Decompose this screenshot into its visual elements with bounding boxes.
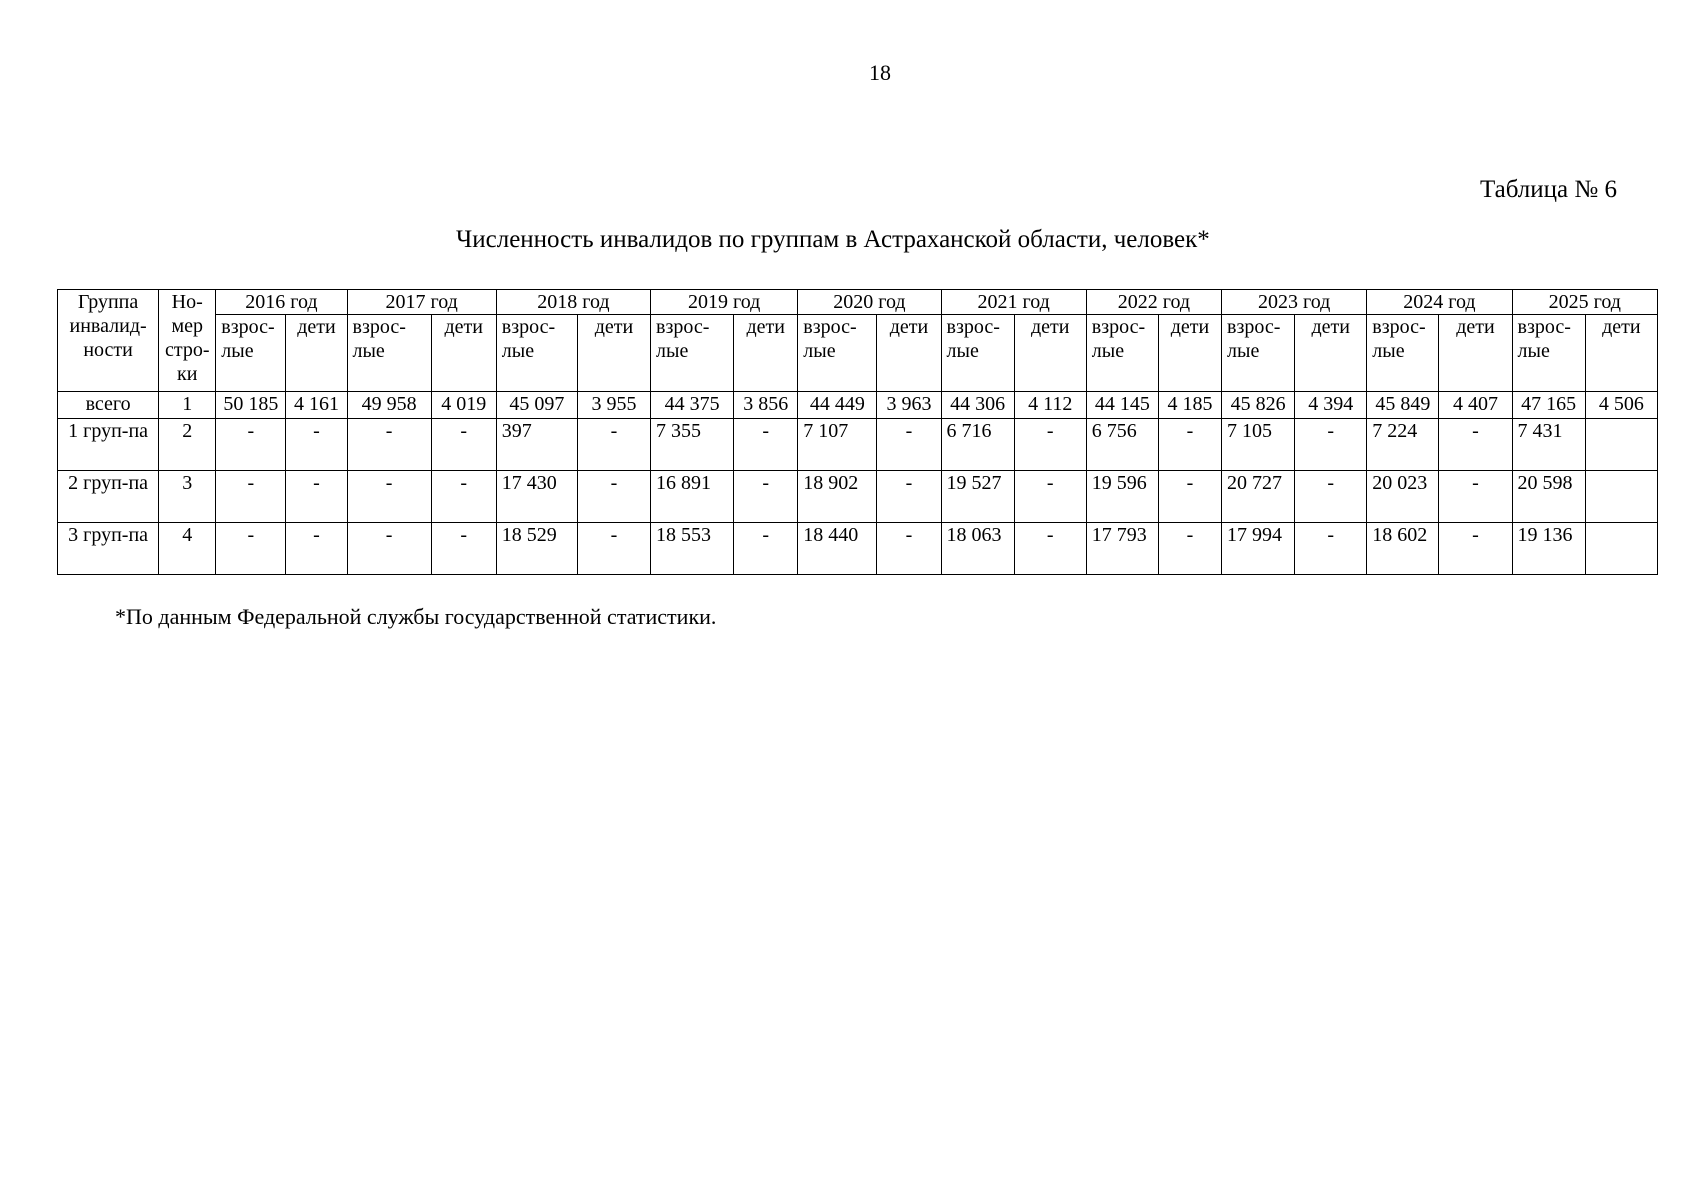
footnote: *По данным Федеральной службы государственной статистики. (115, 604, 717, 629)
cell-children: 3 963 (877, 392, 941, 419)
cell-children: - (1158, 471, 1221, 523)
cell-children: - (286, 523, 347, 575)
cell-children: - (1014, 523, 1086, 575)
cell-adults: 44 375 (651, 392, 734, 419)
cell-adults: 18 440 (798, 523, 877, 575)
cell-adults: 44 145 (1086, 392, 1158, 419)
header-adults: взрос-лые (651, 315, 734, 392)
row-group-name: всего (58, 392, 159, 419)
cell-children: - (1158, 419, 1221, 471)
header-children: дети (1295, 315, 1367, 392)
cell-adults: 44 449 (798, 392, 877, 419)
cell-adults: 16 891 (651, 471, 734, 523)
cell-adults: 397 (496, 419, 577, 471)
cell-children: - (1014, 419, 1086, 471)
cell-adults: 44 306 (941, 392, 1014, 419)
header-children: дети (577, 315, 650, 392)
header-year: 2017 год (347, 290, 496, 315)
cell-adults: 7 107 (798, 419, 877, 471)
cell-adults: 7 224 (1367, 419, 1439, 471)
cell-children: - (1295, 523, 1367, 575)
page-number: 18 (869, 60, 891, 85)
cell-children: - (734, 471, 798, 523)
cell-children: - (877, 523, 941, 575)
header-children: дети (1439, 315, 1512, 392)
cell-children: - (734, 523, 798, 575)
cell-children (1585, 471, 1657, 523)
header-adults: взрос-лые (1222, 315, 1295, 392)
header-adults: взрос-лые (1367, 315, 1439, 392)
cell-adults: 20 727 (1222, 471, 1295, 523)
cell-children: - (431, 471, 496, 523)
cell-children: 4 112 (1014, 392, 1086, 419)
cell-adults: 7 355 (651, 419, 734, 471)
cell-adults: 19 596 (1086, 471, 1158, 523)
header-row-years (58, 290, 1658, 315)
row-number: 1 (159, 392, 216, 419)
cell-adults: 18 063 (941, 523, 1014, 575)
header-row-subcolumns (58, 315, 1658, 392)
cell-adults: 18 529 (496, 523, 577, 575)
cell-adults: 17 793 (1086, 523, 1158, 575)
cell-children: - (877, 419, 941, 471)
header-children: дети (734, 315, 798, 392)
header-year: 2025 год (1512, 290, 1657, 315)
cell-children: 3 856 (734, 392, 798, 419)
header-adults: взрос-лые (1512, 315, 1585, 392)
cell-children: 4 185 (1158, 392, 1221, 419)
cell-children: - (577, 419, 650, 471)
row-number: 2 (159, 419, 216, 471)
cell-children: - (577, 471, 650, 523)
cell-children (1585, 523, 1657, 575)
cell-children: - (431, 523, 496, 575)
header-children: дети (877, 315, 941, 392)
cell-children: 4 161 (286, 392, 347, 419)
header-adults: взрос-лые (798, 315, 877, 392)
header-children: дети (286, 315, 347, 392)
table-row (58, 392, 1658, 419)
cell-adults: - (216, 419, 286, 471)
cell-adults: 6 716 (941, 419, 1014, 471)
table-row (58, 419, 1658, 471)
row-group-name: 1 груп-па (58, 419, 159, 471)
cell-children: 4 407 (1439, 392, 1512, 419)
header-children: дети (1585, 315, 1657, 392)
header-year: 2024 год (1367, 290, 1512, 315)
header-children: дети (431, 315, 496, 392)
cell-children: - (877, 471, 941, 523)
row-group-name: 3 груп-па (58, 523, 159, 575)
cell-adults: 18 553 (651, 523, 734, 575)
header-year: 2018 год (496, 290, 650, 315)
cell-children (1585, 419, 1657, 471)
cell-adults: 47 165 (1512, 392, 1585, 419)
cell-adults: - (347, 523, 431, 575)
cell-adults: 17 994 (1222, 523, 1295, 575)
header-year: 2021 год (941, 290, 1086, 315)
header-children: дети (1158, 315, 1221, 392)
cell-children: - (1014, 471, 1086, 523)
cell-adults: - (347, 419, 431, 471)
cell-children: - (1158, 523, 1221, 575)
header-year: 2020 год (798, 290, 941, 315)
cell-children: - (1439, 523, 1512, 575)
cell-children: 3 955 (577, 392, 650, 419)
cell-adults: 6 756 (1086, 419, 1158, 471)
header-year: 2019 год (651, 290, 798, 315)
header-adults: взрос-лые (347, 315, 431, 392)
cell-adults: 7 105 (1222, 419, 1295, 471)
header-children: дети (1014, 315, 1086, 392)
cell-children: - (1295, 471, 1367, 523)
cell-adults: - (347, 471, 431, 523)
cell-children: - (431, 419, 496, 471)
header-adults: взрос-лые (1086, 315, 1158, 392)
cell-children: - (286, 419, 347, 471)
header-row-number: Но-мер стро-ки (159, 290, 216, 392)
cell-adults: - (216, 523, 286, 575)
cell-adults: 45 849 (1367, 392, 1439, 419)
cell-adults: 45 826 (1222, 392, 1295, 419)
table-title: Численность инвалидов по группам в Астраханской области, человек* (456, 226, 1210, 253)
cell-adults: 20 598 (1512, 471, 1585, 523)
cell-children: 4 394 (1295, 392, 1367, 419)
table-row (58, 523, 1658, 575)
header-adults: взрос-лые (216, 315, 286, 392)
cell-children: - (286, 471, 347, 523)
table-row (58, 471, 1658, 523)
header-group: Группа инвалид-ности (58, 290, 159, 392)
header-adults: взрос-лые (941, 315, 1014, 392)
cell-children: 4 506 (1585, 392, 1657, 419)
cell-adults: 18 902 (798, 471, 877, 523)
cell-children: - (577, 523, 650, 575)
cell-adults: 17 430 (496, 471, 577, 523)
row-group-name: 2 груп-па (58, 471, 159, 523)
row-number: 4 (159, 523, 216, 575)
table-body (58, 290, 1658, 575)
cell-children: - (734, 419, 798, 471)
cell-children: - (1439, 419, 1512, 471)
cell-adults: 49 958 (347, 392, 431, 419)
cell-adults: 19 136 (1512, 523, 1585, 575)
row-number: 3 (159, 471, 216, 523)
cell-adults: 50 185 (216, 392, 286, 419)
cell-children: - (1295, 419, 1367, 471)
cell-adults: 7 431 (1512, 419, 1585, 471)
header-adults: взрос-лые (496, 315, 577, 392)
cell-adults: 19 527 (941, 471, 1014, 523)
header-year: 2016 год (216, 290, 347, 315)
header-year: 2023 год (1222, 290, 1367, 315)
cell-children: 4 019 (431, 392, 496, 419)
cell-adults: - (216, 471, 286, 523)
table-label: Таблица № 6 (1479, 176, 1617, 203)
cell-adults: 18 602 (1367, 523, 1439, 575)
cell-adults: 20 023 (1367, 471, 1439, 523)
cell-children: - (1439, 471, 1512, 523)
data-table (57, 289, 1658, 575)
header-year: 2022 год (1086, 290, 1221, 315)
cell-adults: 45 097 (496, 392, 577, 419)
